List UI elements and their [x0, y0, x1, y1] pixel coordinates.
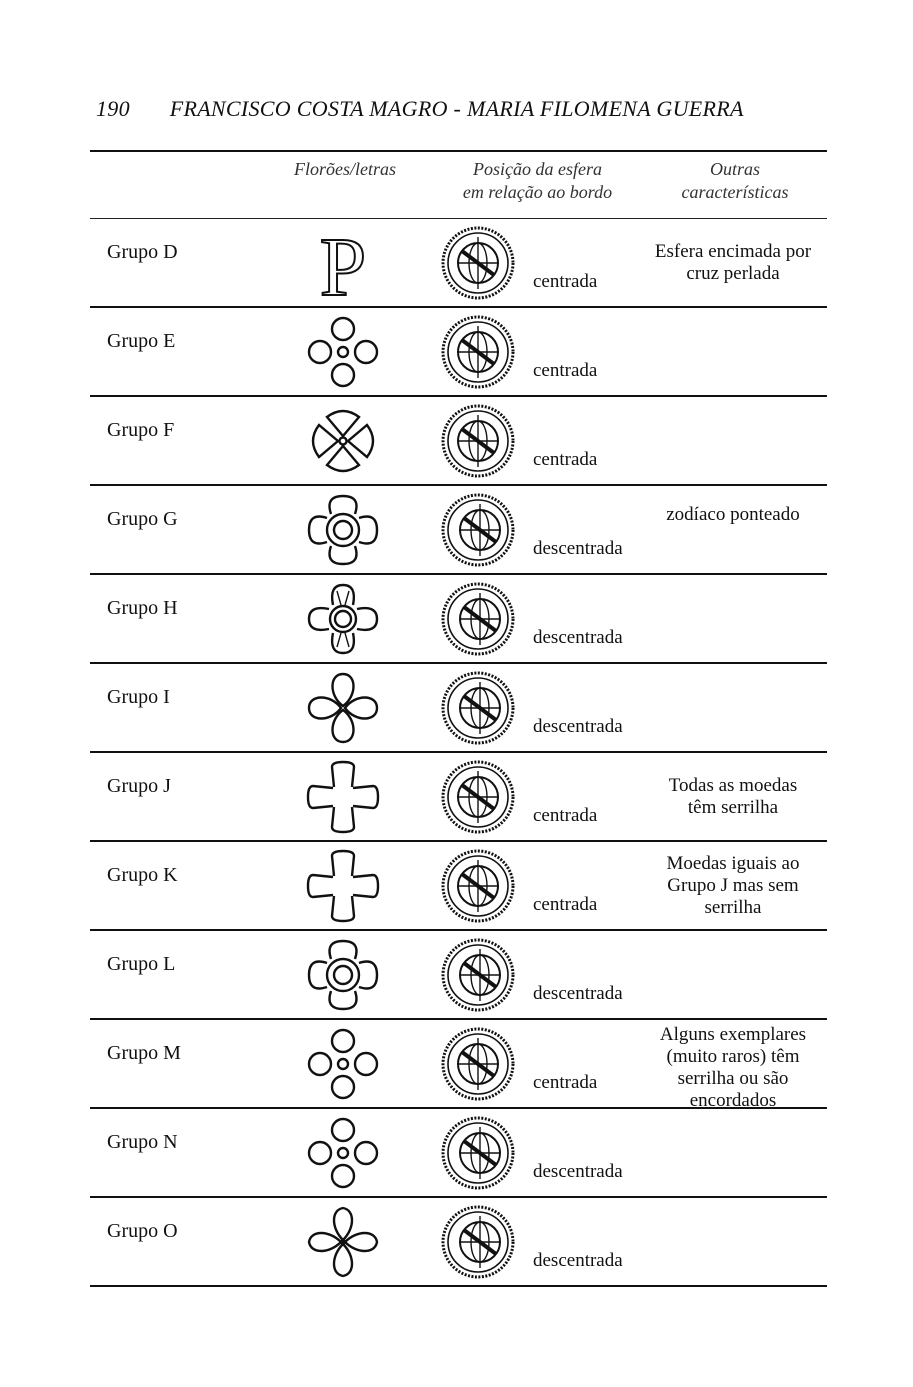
characteristic-line: serrilha ou são: [677, 1068, 789, 1089]
armillary-sphere-icon: [440, 759, 522, 835]
group-label: Grupo I: [107, 686, 170, 708]
ringed-quatrefoil-florao-icon: [305, 492, 381, 568]
characteristic-line: serrilha: [704, 897, 762, 918]
other-characteristics: [638, 853, 828, 919]
table-row: [90, 753, 827, 842]
four-circle-florao-icon: [305, 1026, 381, 1102]
letter-p-icon: [305, 221, 381, 314]
characteristic-line: têm serrilha: [687, 797, 779, 818]
pointed-petal-florao-icon: [305, 1204, 381, 1280]
group-label: Grupo M: [107, 1042, 181, 1064]
sphere-position: centrada: [533, 271, 598, 292]
armillary-sphere-icon: [440, 581, 522, 657]
coin-groups-table: [90, 150, 827, 1287]
sphere-position: descentrada: [533, 1250, 623, 1271]
table-row: [90, 842, 827, 931]
table-row: [90, 486, 827, 575]
armillary-sphere-icon: [440, 403, 522, 479]
other-characteristics: [638, 241, 828, 285]
ringed-quatrefoil-florao-icon: [305, 937, 381, 1013]
table-row: [90, 1198, 827, 1287]
group-label: Grupo H: [107, 597, 178, 619]
table-row: [90, 1020, 827, 1109]
rounded-petal-florao-icon: [305, 670, 381, 746]
group-label: Grupo N: [107, 1131, 178, 1153]
group-label: Grupo D: [107, 241, 178, 263]
group-label: Grupo O: [107, 1220, 178, 1242]
table-row: [90, 397, 827, 486]
sphere-position: descentrada: [533, 716, 623, 737]
sphere-position: descentrada: [533, 538, 623, 559]
column-header-floroes-label: Florões/letras: [294, 159, 396, 179]
characteristic-line: (muito raros) têm: [666, 1046, 800, 1067]
table-row: [90, 664, 827, 753]
column-header-floroes: [270, 158, 420, 181]
group-label: Grupo E: [107, 330, 176, 352]
column-header-outras: [650, 158, 820, 204]
four-circle-florao-icon: [305, 314, 381, 390]
column-header-posicao-line1: Posição da esfera: [473, 159, 602, 179]
sphere-position: centrada: [533, 1072, 598, 1093]
sphere-position: descentrada: [533, 983, 623, 1004]
table-row: [90, 219, 827, 314]
armillary-sphere-icon: [440, 670, 522, 746]
characteristic-line: Grupo J mas sem: [667, 875, 799, 896]
group-label: Grupo L: [107, 953, 176, 975]
column-header-outras-line1: Outras: [709, 159, 760, 179]
square-petal-cross-florao-icon: [305, 848, 381, 924]
characteristic-line: encordados: [689, 1090, 777, 1111]
column-header-outras-line2: características: [681, 182, 789, 202]
characteristic-line: Esfera encimada por: [654, 241, 812, 262]
page-header: [96, 96, 816, 122]
armillary-sphere-icon: [440, 225, 522, 301]
column-header-posicao-line2: em relação ao bordo: [462, 182, 613, 202]
other-characteristics: [638, 775, 828, 819]
svg-text:P: P: [319, 221, 367, 314]
characteristic-line: zodíaco ponteado: [666, 504, 800, 525]
sphere-position: centrada: [533, 805, 598, 826]
sphere-position: descentrada: [533, 1161, 623, 1182]
group-label: Grupo J: [107, 775, 171, 797]
sphere-position: descentrada: [533, 627, 623, 648]
sphere-position: centrada: [533, 894, 598, 915]
running-head-authors: FRANCISCO COSTA MAGRO - MARIA FILOMENA GUERRA: [169, 96, 744, 121]
sphere-position: centrada: [533, 360, 598, 381]
characteristic-line: Todas as moedas: [668, 775, 798, 796]
armillary-sphere-icon: [440, 937, 522, 1013]
table-body: [90, 219, 827, 1287]
table-row: [90, 1109, 827, 1198]
group-label: Grupo G: [107, 508, 178, 530]
group-label: Grupo F: [107, 419, 175, 441]
armillary-sphere-icon: [440, 492, 522, 568]
armillary-sphere-icon: [440, 848, 522, 924]
page-number: 190: [96, 96, 130, 121]
table-row: [90, 308, 827, 397]
four-petal-cross-florao-icon: [305, 403, 381, 479]
other-characteristics: [638, 1024, 828, 1112]
armillary-sphere-icon: [440, 314, 522, 390]
column-header-posicao: [445, 158, 630, 204]
sphere-position: centrada: [533, 449, 598, 470]
armillary-sphere-icon: [440, 1026, 522, 1102]
column-headers: [90, 152, 827, 218]
other-characteristics: [638, 504, 828, 526]
square-petal-cross-florao-icon: [305, 759, 381, 835]
characteristic-line: Alguns exemplares: [659, 1024, 807, 1045]
characteristic-line: cruz perlada: [686, 263, 780, 284]
armillary-sphere-icon: [440, 1115, 522, 1191]
armillary-sphere-icon: [440, 1204, 522, 1280]
group-label: Grupo K: [107, 864, 178, 886]
four-circle-florao-icon: [305, 1115, 381, 1191]
ringed-fan-petal-florao-icon: [305, 581, 381, 657]
table-row: [90, 931, 827, 1020]
characteristic-line: Moedas iguais ao: [666, 853, 800, 874]
table-row: [90, 575, 827, 664]
